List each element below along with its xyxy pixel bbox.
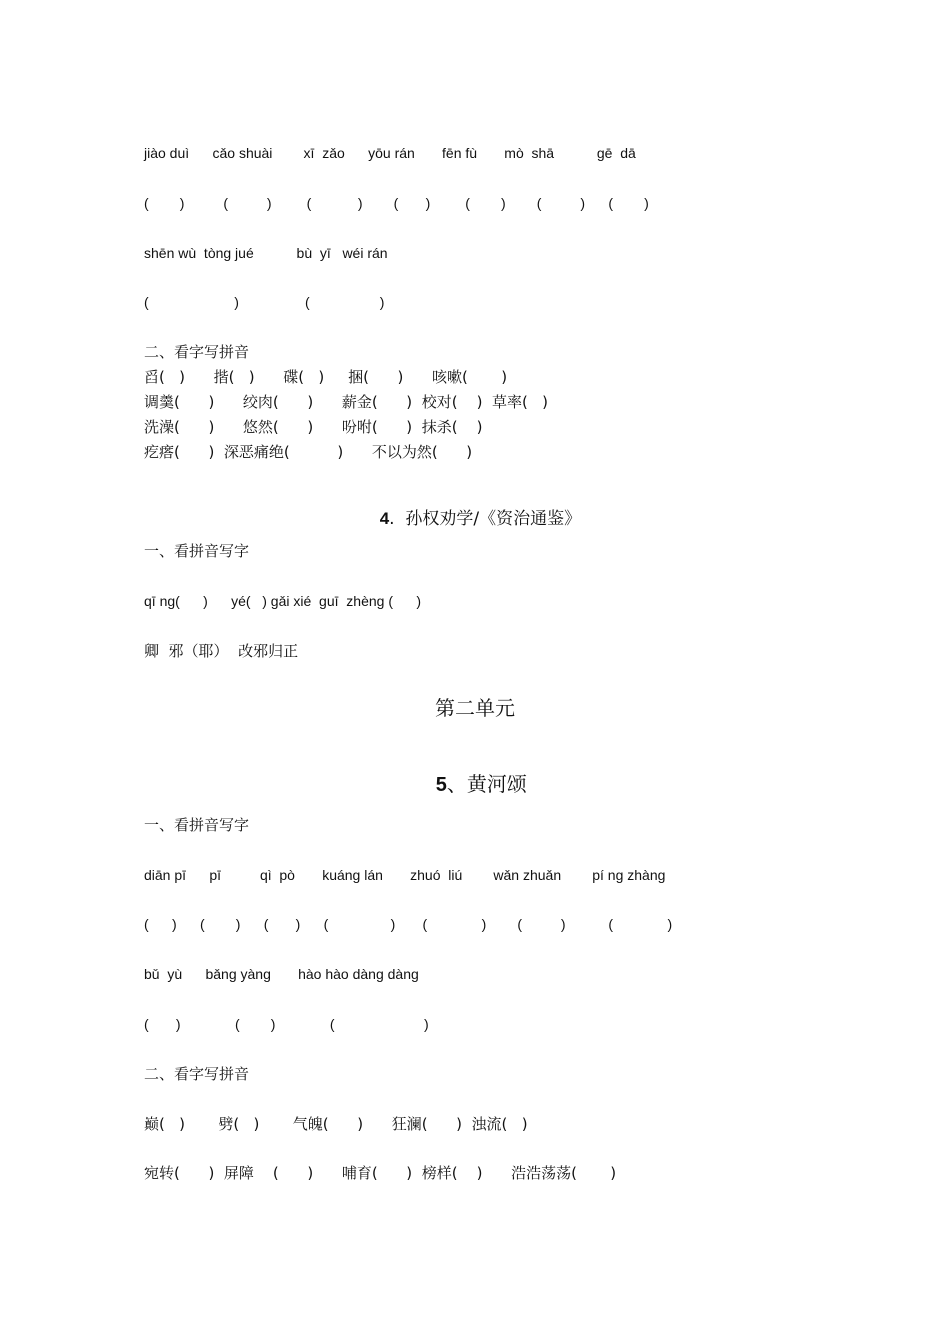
lesson4-answer-row: 卿 邪（耶） 改邪归正 xyxy=(144,642,299,660)
lesson5-section2-title: 二、看字写拼音 xyxy=(144,1065,250,1083)
lesson5-write-row2: 宛转( ) 屏障 ( ) 哺育( ) 榜样( ) 浩浩荡荡( ) xyxy=(144,1164,617,1182)
lesson4-section1-title: 一、看拼音写字 xyxy=(144,542,250,560)
lesson5-blank-row1: ( ) ( ) ( ) ( ) ( ) ( ) ( ) xyxy=(144,916,673,932)
lesson5-write-row1: 巅( ) 劈( ) 气魄( ) 狂澜( ) 浊流( ) xyxy=(144,1115,528,1133)
lesson3-write-line-1: 舀( ) 揩( ) 碟( ) 捆( ) 咳嗽( ) xyxy=(144,368,508,386)
lesson3-pinyin-row1: jiào duì cǎo shuài xī zǎo yōu rán fēn fù mò shā gē dā xyxy=(144,145,636,161)
lesson3-pinyin-row2: shēn wù tòng jué bù yī wéi rán xyxy=(144,245,388,261)
unit2-title: 第二单元 xyxy=(435,696,515,720)
lesson3-blank-row2: ( ) ( ) xyxy=(144,294,385,310)
lesson4-title-text: . 孙权劝学/《资治通鉴》 xyxy=(389,509,582,529)
lesson3-write-line-2: 调羹( ) 绞肉( ) 薪金( ) 校对( ) 草率( ) xyxy=(144,393,549,411)
lesson3-write-line-4: 疙瘩( ) 深恶痛绝( ) 不以为然( ) xyxy=(144,443,473,461)
lesson4-pinyin-row: qī ng( ) yé( ) gǎi xié guī zhèng ( ) xyxy=(144,593,421,609)
lesson5-title-number: 5 xyxy=(435,774,447,796)
lesson5-pinyin-row2: bǔ yù bǎng yàng hào hào dàng dàng xyxy=(144,966,419,982)
lesson5-title xyxy=(0,745,950,798)
lesson3-section2-title: 二、看字写拼音 xyxy=(144,343,250,361)
lesson5-title-text: 、黄河颂 xyxy=(446,772,527,796)
lesson5-blank-row2: ( ) ( ) ( ) xyxy=(144,1016,429,1032)
lesson4-title-number: 4 xyxy=(379,509,390,528)
lesson5-section1-title: 一、看拼音写字 xyxy=(144,816,250,834)
lesson5-pinyin-row1: diān pī pī qì pò kuáng lán zhuó liú wǎn zhuǎn pí ng zhàng xyxy=(144,867,666,883)
lesson4-title xyxy=(0,489,950,529)
lesson3-blank-row1: ( ) ( ) ( ) ( ) ( ) ( ) ( ) xyxy=(144,195,649,211)
lesson3-write-line-3: 洗澡( ) 悠然( ) 吩咐( ) 抹杀( ) xyxy=(144,418,483,436)
